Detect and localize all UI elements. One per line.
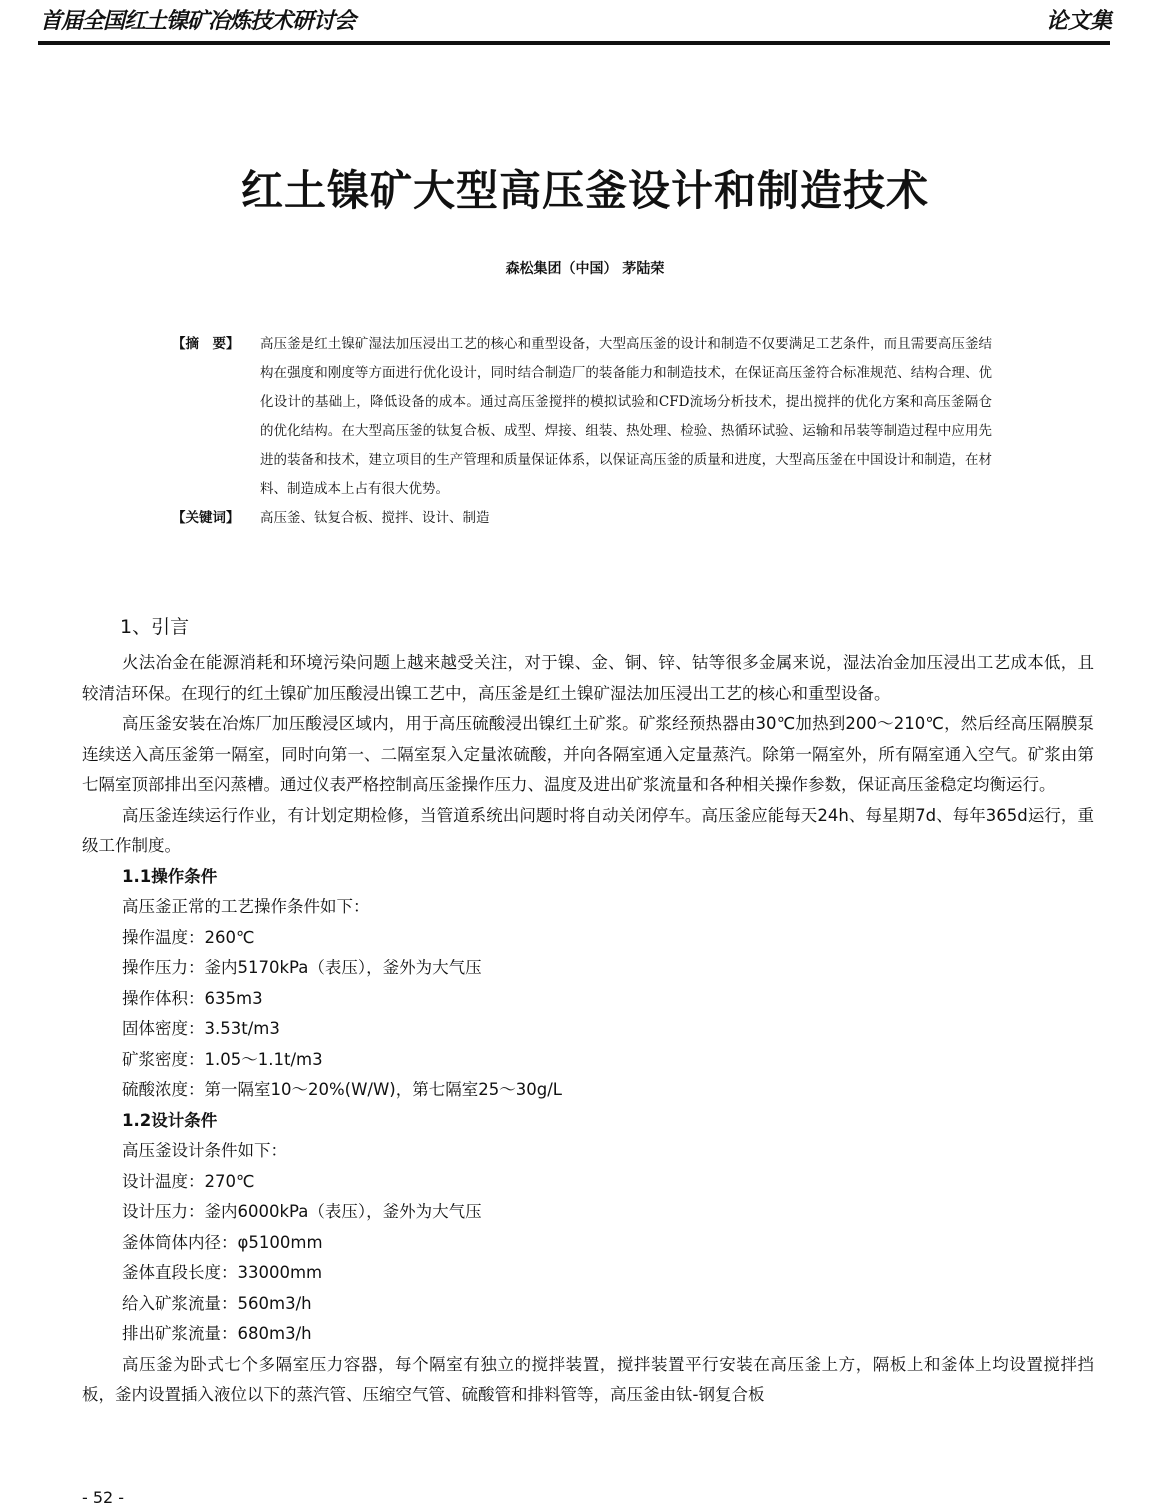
keywords-text: 高压釜、钛复合板、搅拌、设计、制造 [260,510,490,526]
conference-name: 首届全国红土镍矿冶炼技术研讨会 [40,9,356,34]
paragraph: 高压釜安装在冶炼厂加压酸浸区域内，用于高压硫酸浸出镍红土矿浆。矿浆经预热器由30℃加热到200～210℃，然后经高压隔膜泵连续送入高压釜第一隔室，同时向第一、二隔室泵入定量浓硫酸，并向各隔室通入定量蒸汽。除第一隔室外，所有隔室通入空气。矿浆由第七隔室顶部排出至闪蒸槽。通过仪表严格控制高压釜操作压力、温度及进出矿浆流量和各种相关操作参数，保证高压釜稳定均衡运行。 [82,714,1094,794]
condition-item: 设计温度：270℃ [122,1171,255,1191]
abstract-text: 高压釜是红土镍矿湿法加压浸出工艺的核心和重型设备，大型高压釜的设计和制造不仅要满足工艺条件，而且需要高压釜结构在强度和刚度等方面进行优化设计，同时结合制造厂的装备能力和制造技术，在保证高压釜符合标准规范、结构合理、优化设计的基础上，降低设备的成本。通过高压釜搅拌的模拟试验和CFD流场分析技术，提出搅拌的优化方案和高压釜隔仓的优化结构。在大型高压釜的钛复合板、成型、焊接、组装、热处理、检验、热循环试验、运输和吊装等制造过程中应用先进的装备和技术，建立项目的生产管理和质量保证体系，以保证高压釜的质量和进度，大型高压釜在中国设计和制造，在材料、制造成本上占有很大优势。 [260,336,992,497]
condition-item: 排出矿浆流量：680m3/h [122,1324,312,1343]
header-rule [38,41,1110,45]
subsection-heading: 1.1操作条件 [122,866,218,886]
condition-item: 操作压力：釜内5170kPa（表压），釜外为大气压 [122,958,482,977]
condition-item: 固体密度：3.53t/m3 [122,1019,280,1038]
condition-item: 操作体积：635m3 [122,988,263,1008]
paragraph: 高压釜连续运行作业，有计划定期检修，当管道系统出问题时将自动关闭停车。高压釜应能每天24h、每星期7d、每年365d运行，重级工作制度。 [82,805,1094,855]
page-number: - 52 - [82,1488,125,1507]
abstract [172,330,992,504]
condition-item: 矿浆密度：1.05～1.1t/m3 [122,1049,323,1069]
paper-title: 红土镍矿大型高压釜设计和制造技术 [240,166,929,215]
abstract-block [172,330,992,533]
subsection-intro: 高压釜设计条件如下： [122,1141,287,1160]
keywords [172,504,992,533]
section-heading: 1、引言 [120,616,190,638]
authors: 森松集团（中国） 茅陆荣 [505,261,665,277]
subsection-heading: 1.2设计条件 [122,1110,218,1130]
condition-item: 操作温度：260℃ [122,927,255,947]
section-body [82,648,1094,1411]
condition-item: 给入矿浆流量：560m3/h [122,1293,312,1313]
condition-item: 设计压力：釜内6000kPa（表压），釜外为大气压 [122,1202,482,1221]
condition-item: 釜体筒体内径：φ5100mm [122,1232,323,1252]
paragraph: 高压釜为卧式七个多隔室压力容器，每个隔室有独立的搅拌装置，搅拌装置平行安装在高压釜上方，隔板上和釜体上均设置搅拌挡板，釜内设置插入液位以下的蒸汽管、压缩空气管、硫酸管和排料管等，高压釜由钛-钢复合板 [82,1354,1094,1404]
abstract-label: 【摘 要】 [172,336,240,352]
subsection-intro: 高压釜正常的工艺操作条件如下： [122,897,370,916]
condition-item: 硫酸浓度：第一隔室10～20%(W/W)，第七隔室25～30g/L [122,1080,562,1099]
paragraph: 火法冶金在能源消耗和环境污染问题上越来越受关注，对于镍、金、铜、锌、钴等很多金属来说，湿法冶金加压浸出工艺成本低，且较清洁环保。在现行的红土镍矿加压酸浸出镍工艺中，高压釜是红土镍矿湿法加压浸出工艺的核心和重型设备。 [82,653,1094,703]
keywords-label: 【关键词】 [172,510,240,526]
section-name: 论文集 [1045,9,1112,34]
condition-item: 釜体直段长度：33000mm [122,1263,323,1282]
